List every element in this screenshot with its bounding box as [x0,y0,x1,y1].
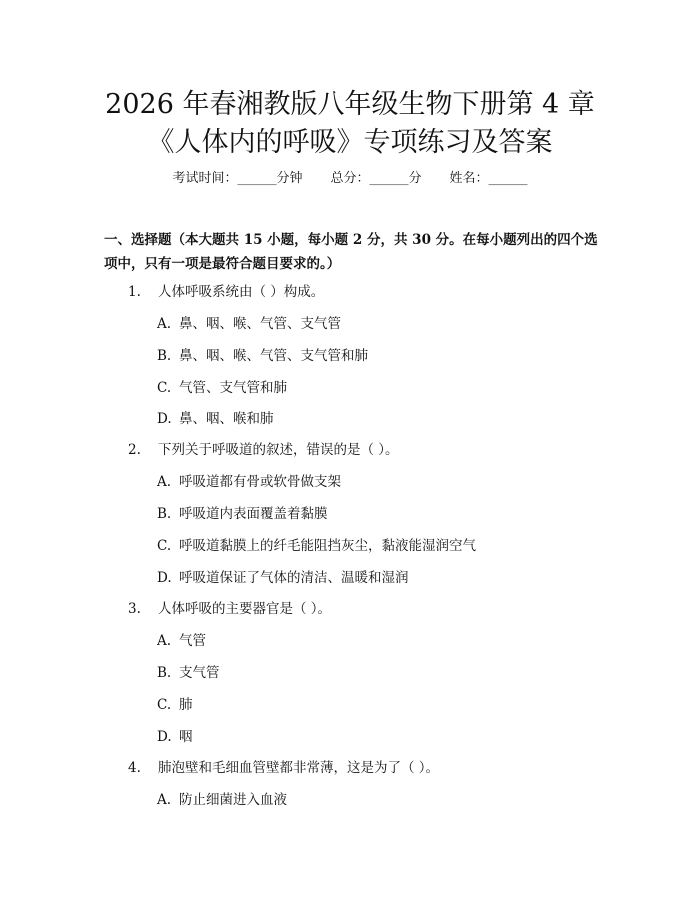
option-letter: C. [157,697,172,713]
option-letter: B. [157,348,172,364]
question-3-option-a [157,631,206,651]
option-text: 咽 [179,729,193,745]
question-2-option-c [157,536,476,556]
option-text: 鼻、咽、喉、气管、支气管 [179,316,341,332]
option-text: 支气管 [179,665,220,681]
option-text: 鼻、咽、喉和肺 [179,411,274,427]
option-text: 鼻、咽、喉、气管、支气管和肺 [179,348,368,364]
question-number: 1. [128,284,141,300]
question-number: 2. [128,442,141,458]
question-2-option-d [157,568,409,588]
question-4-option-a [157,790,287,810]
option-letter: B. [157,665,172,681]
exam-info [0,170,700,188]
option-letter: D. [157,411,172,427]
question-1-option-c [157,378,287,398]
option-text: 呼吸道都有骨或软骨做支架 [179,474,341,490]
document-title: 2026 年春湘教版八年级生物下册第 4 章《人体内的呼吸》专项练习及答案 [105,89,595,158]
option-letter: A. [157,316,172,332]
student-name-label: 姓名：______ [449,171,528,186]
question-text: 下列关于呼吸道的叙述，错误的是（ ）。 [158,442,399,458]
question-3-option-c [157,695,193,715]
option-text: 呼吸道保证了气体的清洁、温暖和湿润 [179,570,409,586]
question-number: 3. [128,601,141,617]
question-1-option-d [157,409,274,429]
total-score-label: 总分：______分 [330,171,422,186]
question-4 [128,758,439,778]
question-2-option-b [157,504,328,524]
question-3 [128,599,331,619]
option-letter: D. [157,729,172,745]
question-1-option-a [157,314,341,334]
option-letter: A. [157,792,172,808]
option-text: 气管 [179,633,206,649]
option-text: 防止细菌进入血液 [179,792,287,808]
option-text: 肺 [179,697,193,713]
question-number: 4. [128,760,141,776]
question-3-option-d [157,727,193,747]
exam-time-label: 考试时间：______分钟 [172,171,303,186]
section-heading-choice: 一、选择题（本大题共 15 小题，每小题 2 分，共 30 分。在每小题列出的四个选项中，只有一项是最符合题目要求的。） [104,232,598,272]
question-1 [128,282,324,302]
question-3-option-b [157,663,220,683]
question-text: 肺泡壁和毛细血管壁都非常薄，这是为了（ ）。 [158,760,440,776]
option-letter: C. [157,380,172,396]
question-2 [128,440,399,460]
option-letter: A. [157,633,172,649]
option-letter: B. [157,506,172,522]
option-text: 呼吸道内表面覆盖着黏膜 [179,506,328,522]
question-text: 人体呼吸的主要器官是（ ）。 [158,601,332,617]
option-letter: C. [157,538,172,554]
question-1-option-b [157,346,368,366]
question-2-option-a [157,472,341,492]
option-letter: D. [157,570,172,586]
option-text: 呼吸道黏膜上的纤毛能阻挡灰尘，黏液能湿润空气 [179,538,476,554]
question-text: 人体呼吸系统由（ ）构成。 [158,284,325,300]
option-text: 气管、支气管和肺 [179,380,287,396]
option-letter: A. [157,474,172,490]
